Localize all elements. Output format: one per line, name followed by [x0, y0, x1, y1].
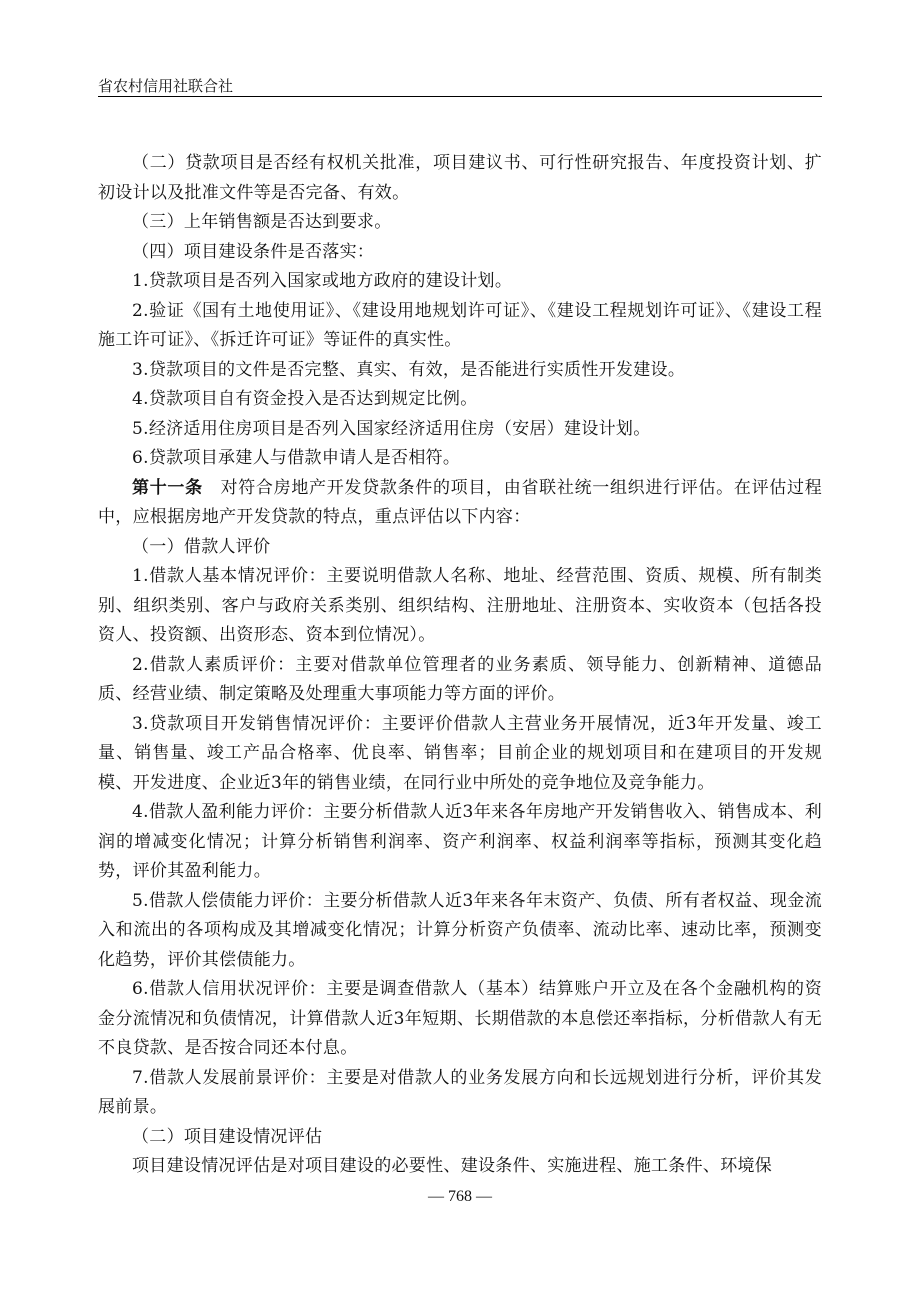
page-number: — 768 —	[428, 1188, 492, 1205]
list-item: 6.贷款项目承建人与借款申请人是否相符。	[132, 448, 461, 468]
page-footer	[0, 1188, 920, 1206]
section-heading: （一）借款人评价	[132, 536, 271, 557]
list-item: 1.借款人基本情况评价：主要说明借款人名称、地址、经营范围、资质、规模、所有制类别、组织类别、客户与政府关系类别、组织结构、注册地址、注册资本、实收资本（包括各投资人、投资额、出资形态、资本到位情况）。	[98, 566, 822, 645]
list-item: 5.借款人偿债能力评价：主要分析借款人近3年来各年末资产、负债、所有者权益、现金流入和流出的各项构成及其增减变化情况；计算分析资产负债率、流动比率、速动比率，预测变化趋势，评价其偿债能力。	[98, 890, 822, 970]
list-item: 3.贷款项目的文件是否完整、真实、有效，是否能进行实质性开发建设。	[132, 359, 686, 380]
section-heading: （二）项目建设情况评估	[132, 1126, 323, 1147]
paragraph: （二）贷款项目是否经有权机关批准，项目建议书、可行性研究报告、年度投资计划、扩初设计以及批准文件等是否完备、有效。	[98, 153, 822, 203]
list-item: 4.借款人盈利能力评价：主要分析借款人近3年来各年房地产开发销售收入、销售成本、利润的增减变化情况；计算分析销售利润率、资产利润率、权益利润率等指标，预测其变化趋势，评价其盈利能力。	[98, 802, 822, 881]
list-item: 2.借款人素质评价：主要对借款单位管理者的业务素质、领导能力、创新精神、道德品质、经营业绩、制定策略及处理重大事项能力等方面的评价。	[98, 654, 822, 704]
document-body	[98, 149, 822, 1182]
list-item: 2.验证《国有土地使用证》、《建设用地规划许可证》、《建设工程规划许可证》、《建设工程施工许可证》、《拆迁许可证》等证件的真实性。	[98, 300, 822, 350]
list-item: 4.贷款项目自有资金投入是否达到规定比例。	[132, 389, 478, 409]
list-item: 3.贷款项目开发销售情况评价：主要评价借款人主营业务开展情况，近3年开发量、竣工量、销售量、竣工产品合格率、优良率、销售率；目前企业的规划项目和在建项目的开发规模、开发进度、企业近3年的销售业绩，在同行业中所处的竞争地位及竞争能力。	[98, 713, 822, 793]
paragraph: 项目建设情况评估是对项目建设的必要性、建设条件、实施进程、施工条件、环境保	[132, 1156, 773, 1176]
article-label: 第十一条	[132, 477, 203, 498]
list-item: 6.借款人信用状况评价：主要是调查借款人（基本）结算账户开立及在各个金融机构的资金分流情况和负债情况，计算借款人近3年短期、长期借款的本息偿还率指标，分析借款人有无不良贷款、是否按合同还本付息。	[98, 979, 822, 1058]
header-divider	[98, 96, 822, 97]
paragraph: （四）项目建设条件是否落实：	[132, 241, 375, 262]
paragraph: （三）上年销售额是否达到要求。	[132, 212, 392, 232]
list-item: 7.借款人发展前景评价：主要是对借款人的业务发展方向和长远规划进行分析，评价其发展前景。	[98, 1067, 822, 1117]
list-item: 1.贷款项目是否列入国家或地方政府的建设计划。	[132, 271, 513, 291]
article-text: 对符合房地产开发贷款条件的项目，由省联社统一组织进行评估。在评估过程中，应根据房地产开发贷款的特点，重点评估以下内容：	[98, 477, 822, 527]
list-item: 5.经济适用住房项目是否列入国家经济适用住房（安居）建设计划。	[132, 418, 651, 439]
page-header	[98, 76, 822, 96]
article-paragraph	[98, 474, 822, 533]
header-title: 省农村信用社联合社	[98, 77, 234, 95]
